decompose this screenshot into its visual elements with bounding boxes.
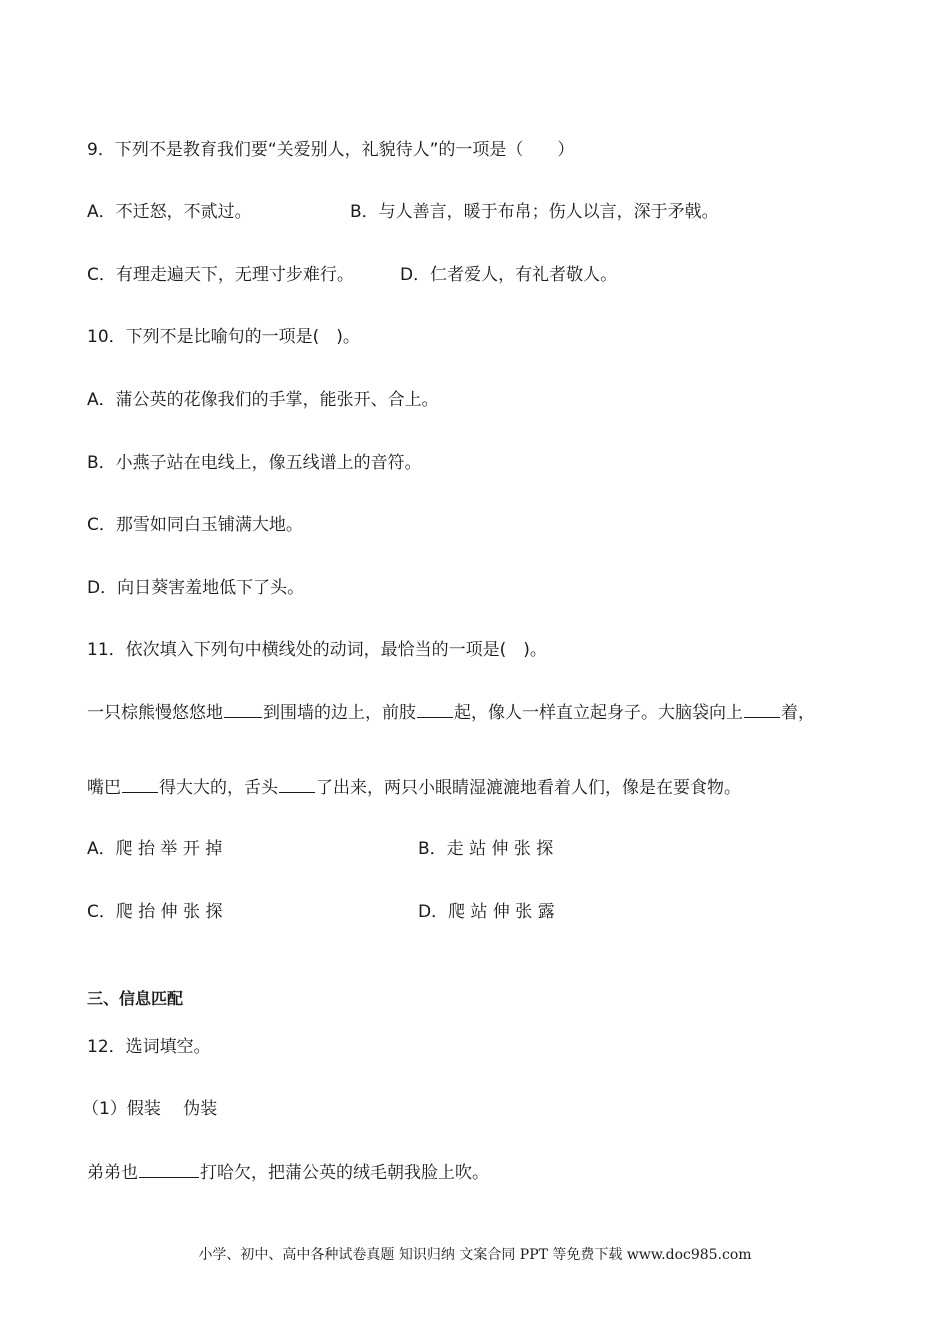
fill-blank[interactable] <box>224 700 262 718</box>
q11-passage-line-2 <box>87 775 741 800</box>
passage-text: 得大大的，舌头 <box>159 778 278 798</box>
q11-option-b: B．走 站 伸 张 探 <box>418 839 554 859</box>
q10-option-c: C．那雪如同白玉铺满大地。 <box>87 515 303 535</box>
fill-blank[interactable] <box>139 1160 199 1178</box>
passage-text: 嘴巴 <box>87 778 121 798</box>
q9-option-c: C．有理走遍天下，无理寸步难行。 <box>87 265 354 285</box>
q11-passage-line-1 <box>87 700 815 725</box>
q9-option-a: A．不迁怒，不贰过。 <box>87 202 252 222</box>
fill-blank[interactable] <box>122 775 158 793</box>
fill-blank[interactable] <box>279 775 315 793</box>
q11-stem: 11．依次填入下列句中横线处的动词，最恰当的一项是( )。 <box>87 640 547 660</box>
q11-option-a: A．爬 抬 举 开 掉 <box>87 839 223 859</box>
q12-stem: 12．选词填空。 <box>87 1037 211 1057</box>
passage-text: 一只棕熊慢悠悠地 <box>87 703 223 723</box>
q11-option-c: C．爬 抬 伸 张 探 <box>87 902 223 922</box>
fill-blank[interactable] <box>744 700 780 718</box>
q10-option-d: D．向日葵害羞地低下了头。 <box>87 578 305 598</box>
fill-blank[interactable] <box>417 700 453 718</box>
passage-text: 着， <box>781 703 815 723</box>
page-footer: 小学、初中、高中各种试卷真题 知识归纳 文案合同 PPT 等免费下载 www.doc985.com <box>198 1247 752 1263</box>
q9-option-b: B．与人善言，暖于布帛；伤人以言，深于矛戟。 <box>350 202 719 222</box>
q12-sub1-sentence <box>87 1160 489 1185</box>
q12-sub1-words: （1）假装 伪装 <box>82 1099 218 1119</box>
q9-option-d: D．仁者爱人，有礼者敬人。 <box>400 265 618 285</box>
section-title: 三、信息匹配 <box>87 989 184 1008</box>
q9-stem: 9．下列不是教育我们要“关爱别人，礼貌待人”的一项是（ ） <box>87 140 575 160</box>
sentence-text: 弟弟也 <box>87 1163 138 1183</box>
q10-stem: 10．下列不是比喻句的一项是( )。 <box>87 327 360 347</box>
q10-option-b: B．小燕子站在电线上，像五线谱上的音符。 <box>87 453 422 473</box>
q11-option-d: D．爬 站 伸 张 露 <box>418 902 555 922</box>
sentence-text: 打哈欠，把蒲公英的绒毛朝我脸上吹。 <box>200 1163 489 1183</box>
passage-text: 起，像人一样直立起身子。大脑袋向上 <box>454 703 743 723</box>
passage-text: 了出来，两只小眼睛湿漉漉地看着人们，像是在要食物。 <box>316 778 741 798</box>
q10-option-a: A．蒲公英的花像我们的手掌，能张开、合上。 <box>87 390 439 410</box>
passage-text: 到围墙的边上，前肢 <box>263 703 416 723</box>
